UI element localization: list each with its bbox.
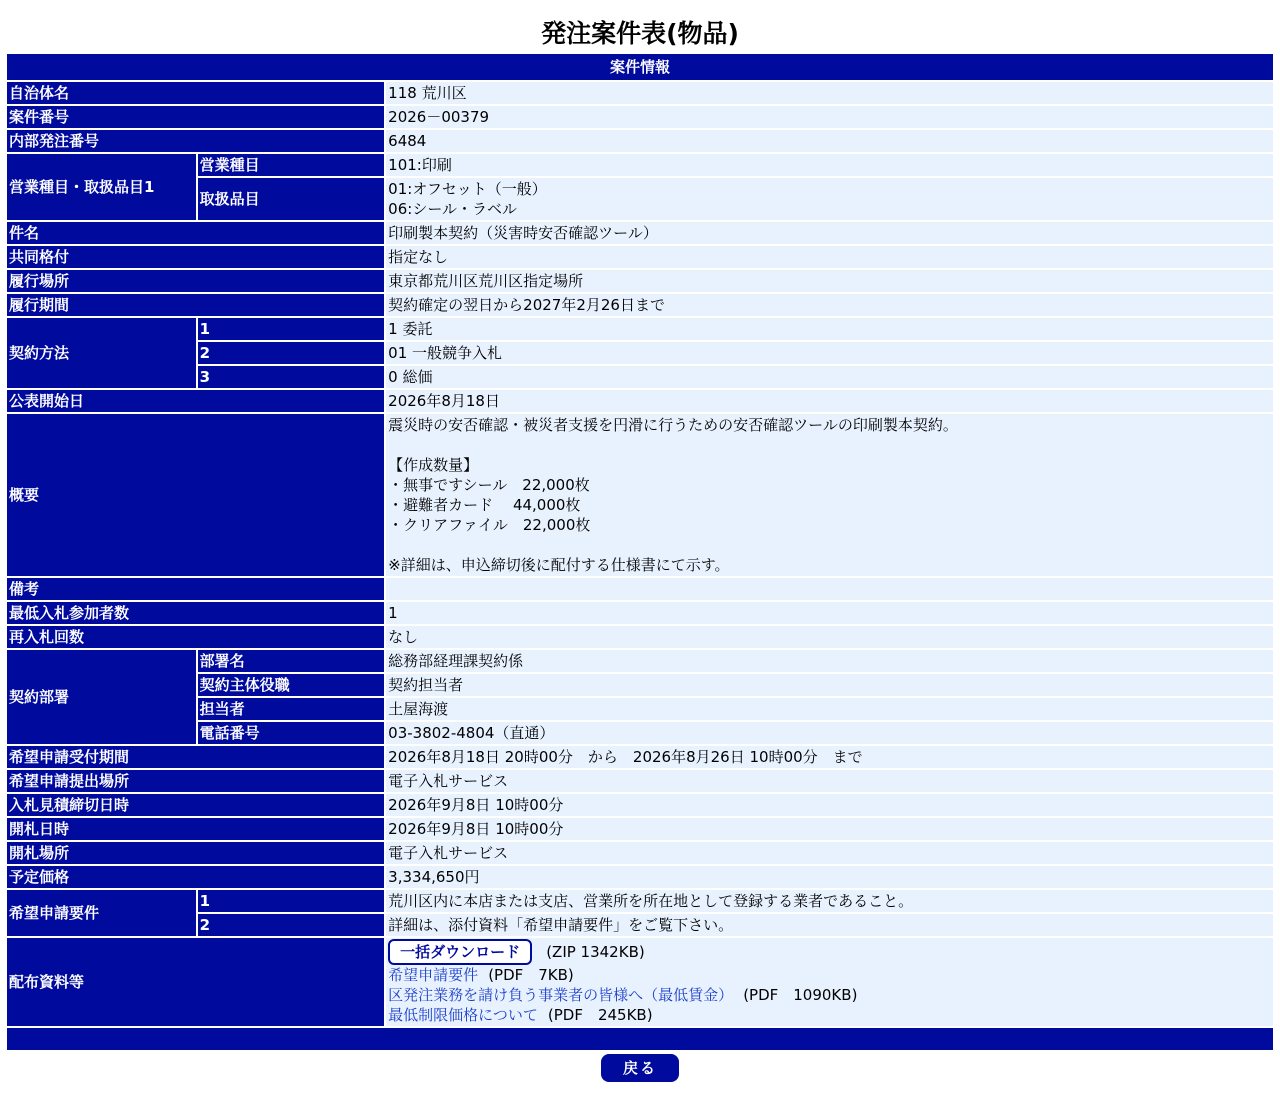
label-sainyu: 再入札回数 bbox=[7, 626, 384, 648]
value-biko bbox=[386, 578, 1273, 600]
download-bulk-row bbox=[388, 939, 1271, 965]
label-kohyo: 公表開始日 bbox=[7, 390, 384, 412]
section-header: 案件情報 bbox=[7, 54, 1273, 80]
download-file-row bbox=[388, 1005, 1271, 1025]
value-anken-no: 2026－00379 bbox=[386, 106, 1273, 128]
value-keiyaku-3: 0 総価 bbox=[386, 366, 1273, 388]
file-link-kibou-yoken[interactable]: 希望申請要件 bbox=[388, 966, 479, 984]
page-title: 発注案件表(物品) bbox=[541, 19, 739, 48]
value-yoken-2: 詳細は、添付資料「希望申請要件」をご覧下さい。 bbox=[386, 914, 1273, 936]
label-toriatsukai: 取扱品目 bbox=[198, 178, 385, 220]
label-shutai: 契約主体役職 bbox=[198, 674, 385, 696]
value-teishutsu: 電子入札サービス bbox=[386, 770, 1273, 792]
label-kikan: 履行期間 bbox=[7, 294, 384, 316]
value-kikan: 契約確定の翌日から2027年2月26日まで bbox=[386, 294, 1273, 316]
value-kaisatsu-basho: 電子入札サービス bbox=[386, 842, 1273, 864]
label-shimekiri: 入札見積締切日時 bbox=[7, 794, 384, 816]
anken-table bbox=[5, 52, 1275, 1052]
label-haifu: 配布資料等 bbox=[7, 938, 384, 1026]
label-biko: 備考 bbox=[7, 578, 384, 600]
file-size: (PDF 1090KB) bbox=[743, 986, 858, 1004]
label-uketsuke: 希望申請受付期間 bbox=[7, 746, 384, 768]
label-yotei: 予定価格 bbox=[7, 866, 384, 888]
value-shimekiri: 2026年9月8日 10時00分 bbox=[386, 794, 1273, 816]
label-naibu-no: 内部発注番号 bbox=[7, 130, 384, 152]
value-tanto: 土屋海渡 bbox=[386, 698, 1273, 720]
label-kyodo: 共同格付 bbox=[7, 246, 384, 268]
back-button[interactable]: 戻る bbox=[601, 1054, 679, 1082]
value-kaisatsu-dt: 2026年9月8日 10時00分 bbox=[386, 818, 1273, 840]
label-teishutsu: 希望申請提出場所 bbox=[7, 770, 384, 792]
value-keiyaku-2: 01 一般競争入札 bbox=[386, 342, 1273, 364]
value-uketsuke: 2026年8月18日 20時00分 から 2026年8月26日 10時00分 まで bbox=[386, 746, 1273, 768]
file-link-saitei-chingin[interactable]: 区発注業務を請け負う事業者の皆様へ（最低賃金） bbox=[388, 986, 734, 1004]
file-size: (PDF 245KB) bbox=[547, 1006, 653, 1024]
label-eigyo: 営業種目 bbox=[198, 154, 385, 176]
label-denwa: 電話番号 bbox=[198, 722, 385, 744]
label-basho: 履行場所 bbox=[7, 270, 384, 292]
value-sainyu: なし bbox=[386, 626, 1273, 648]
label-gaiyo: 概要 bbox=[7, 414, 384, 576]
label-keiyaku-2: 2 bbox=[198, 342, 385, 364]
value-saitei: 1 bbox=[386, 602, 1273, 624]
label-kenmei: 件名 bbox=[7, 222, 384, 244]
value-jichitai: 118 荒川区 bbox=[386, 82, 1273, 104]
label-eigyo-group: 営業種目・取扱品目1 bbox=[7, 154, 196, 220]
label-tanto: 担当者 bbox=[198, 698, 385, 720]
value-denwa: 03-3802-4804（直通） bbox=[386, 722, 1273, 744]
value-eigyo: 101:印刷 bbox=[386, 154, 1273, 176]
value-kenmei: 印刷製本契約（災害時安否確認ツール） bbox=[386, 222, 1273, 244]
value-toriatsukai: 01:オフセット（一般） 06:シール・ラベル bbox=[386, 178, 1273, 220]
bulk-size: (ZIP 1342KB) bbox=[546, 943, 645, 961]
label-keiyaku-1: 1 bbox=[198, 318, 385, 340]
value-yotei: 3,334,650円 bbox=[386, 866, 1273, 888]
table-footer-bar bbox=[7, 1028, 1273, 1050]
back-button-area bbox=[0, 1054, 1280, 1082]
value-kohyo: 2026年8月18日 bbox=[386, 390, 1273, 412]
label-anken-no: 案件番号 bbox=[7, 106, 384, 128]
label-yoken-2: 2 bbox=[198, 914, 385, 936]
download-file-row bbox=[388, 985, 1271, 1005]
value-basho: 東京都荒川区荒川区指定場所 bbox=[386, 270, 1273, 292]
label-busho: 契約部署 bbox=[7, 650, 196, 744]
label-yoken-1: 1 bbox=[198, 890, 385, 912]
label-busho-mei: 部署名 bbox=[198, 650, 385, 672]
label-yoken: 希望申請要件 bbox=[7, 890, 196, 936]
file-size: (PDF 7KB) bbox=[488, 966, 574, 984]
label-keiyaku-hoho: 契約方法 bbox=[7, 318, 196, 388]
label-kaisatsu-dt: 開札日時 bbox=[7, 818, 384, 840]
value-shutai: 契約担当者 bbox=[386, 674, 1273, 696]
download-file-row bbox=[388, 965, 1271, 985]
label-kaisatsu-basho: 開札場所 bbox=[7, 842, 384, 864]
value-yoken-1: 荒川区内に本店または支店、営業所を所在地として登録する業者であること。 bbox=[386, 890, 1273, 912]
value-naibu-no: 6484 bbox=[386, 130, 1273, 152]
value-kyodo: 指定なし bbox=[386, 246, 1273, 268]
label-saitei: 最低入札参加者数 bbox=[7, 602, 384, 624]
file-link-saitei-seigen[interactable]: 最低制限価格について bbox=[388, 1006, 538, 1024]
bulk-download-button[interactable]: 一括ダウンロード bbox=[388, 939, 532, 965]
value-keiyaku-1: 1 委託 bbox=[386, 318, 1273, 340]
label-keiyaku-3: 3 bbox=[198, 366, 385, 388]
label-jichitai: 自治体名 bbox=[7, 82, 384, 104]
value-busho-mei: 総務部経理課契約係 bbox=[386, 650, 1273, 672]
value-haifu bbox=[386, 938, 1273, 1026]
value-gaiyo: 震災時の安否確認・被災者支援を円滑に行うための安否確認ツールの印刷製本契約。 【作成数量】 ・無事ですシール 22,000枚 ・避難者カード 44,000枚 ・クリアファイル 22,000枚 ※詳細は、申込締切後に配付する仕様書にて示す。 bbox=[386, 414, 1273, 576]
